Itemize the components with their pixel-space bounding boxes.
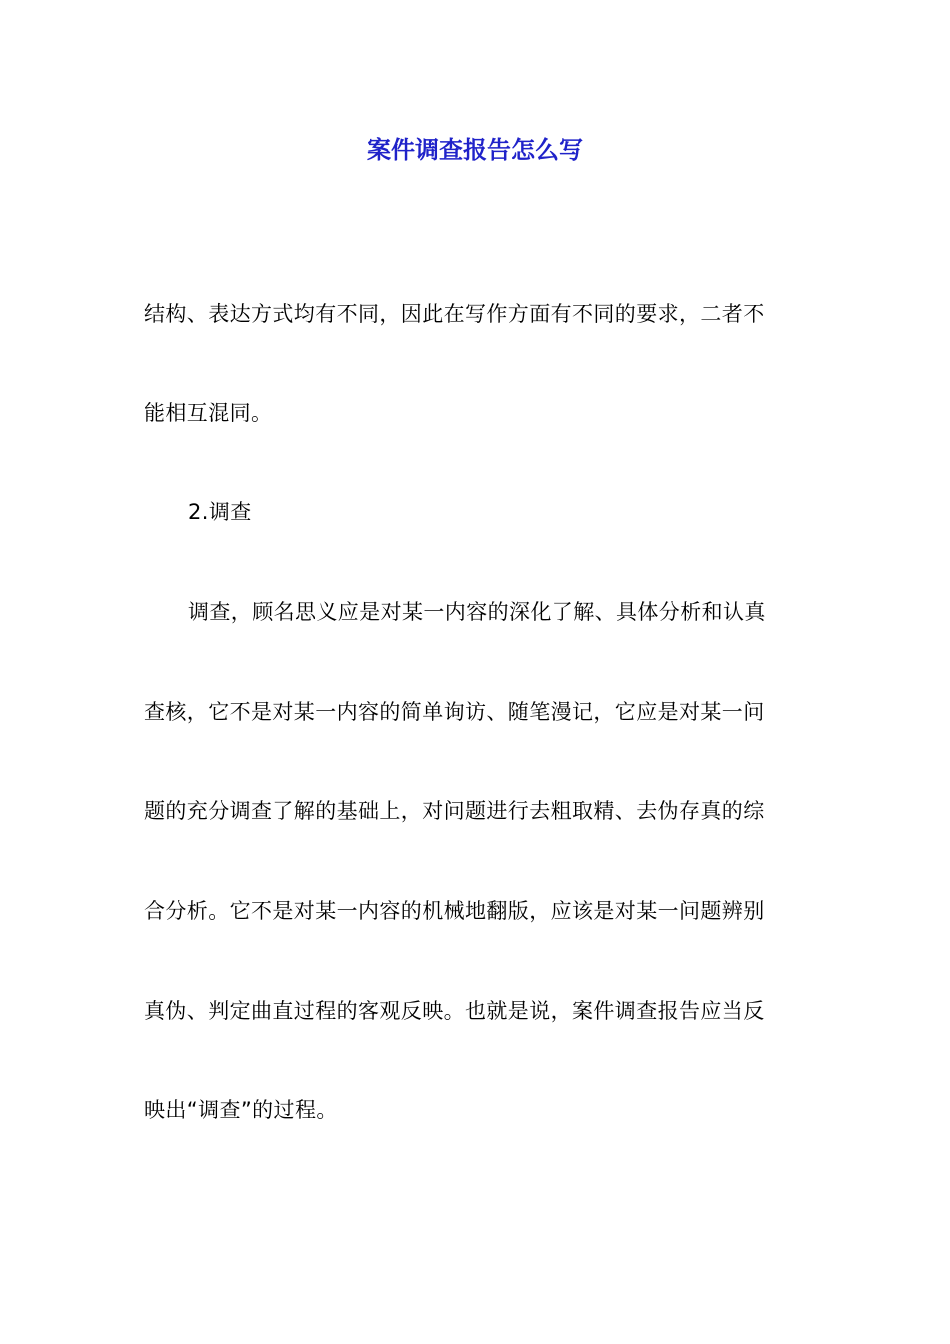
paragraph-line: 真伪、判定曲直过程的客观反映。也就是说，案件调查报告应当反 [144,999,765,1023]
section-heading: 2.调查 [188,500,252,524]
document-title: 案件调查报告怎么写 [367,136,583,164]
paragraph-line: 能相互混同。 [144,401,273,425]
paragraph-line: 映出“调查”的过程。 [144,1098,338,1122]
paragraph-line: 题的充分调查了解的基础上，对问题进行去粗取精、去伪存真的综 [144,799,765,823]
paragraph-line: 结构、表达方式均有不同，因此在写作方面有不同的要求，二者不 [144,302,765,326]
paragraph-line: 合分析。它不是对某一内容的机械地翻版，应该是对某一问题辨别 [144,899,765,923]
paragraph-line: 查核，它不是对某一内容的简单询访、随笔漫记，它应是对某一问 [144,700,765,724]
paragraph-line: 调查，顾名思义应是对某一内容的深化了解、具体分析和认真 [188,600,766,624]
